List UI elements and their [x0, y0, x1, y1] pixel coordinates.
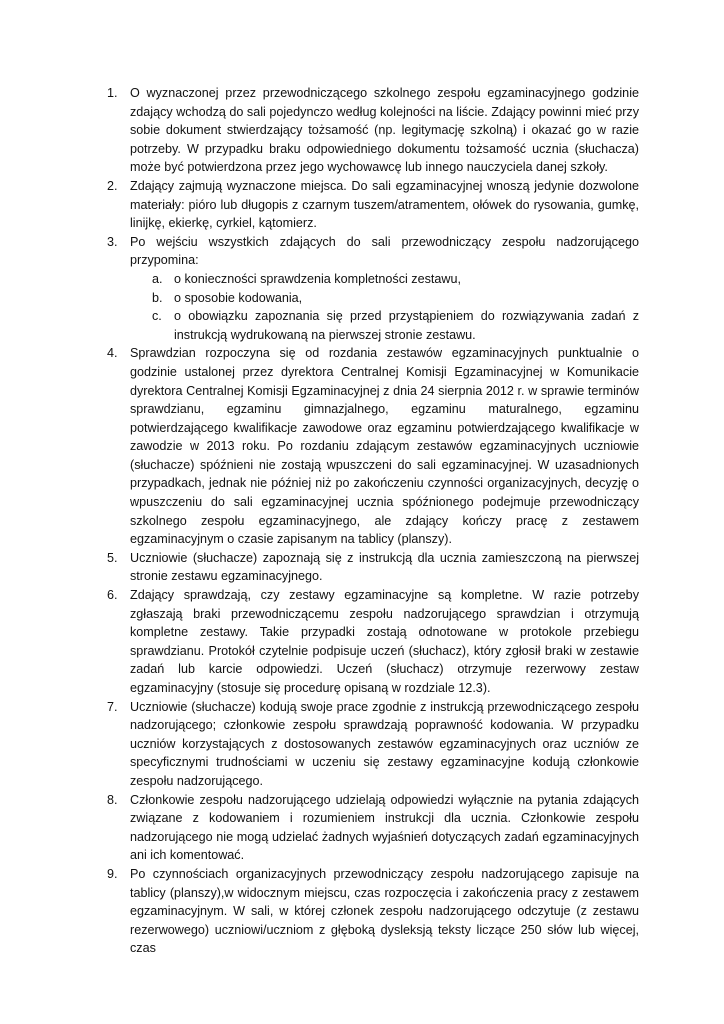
- item-text: Sprawdzian rozpoczyna się od rozdania zestawów egzaminacyjnych punktualnie o godzinie ustalonej przez dyrektora Centralnej Komisji Egzaminacyjnej w Komunikacie dyrektora Centralnej Komisji Egzaminacyjnej z dnia 24 sierpnia 2012 r. w sprawie terminów sprawdzianu, egzaminu gimnazjalnego, egzaminu maturalnego, egzaminu potwierdzającego kwalifikacje zawodowe oraz egzaminu potwierdzającego kwalifikacje w zawodzie w 2013 roku. Po rozdaniu zdającym zestawów egzaminacyjnych uczniowie (słuchacze) spóźnieni nie zostają wpuszczeni do sali egzaminacyjnej. W uzasadnionych przypadkach, jednak nie później niż po zakończeniu czynności organizacyjnych, decyzję o wpuszczeniu do sali egzaminacyjnej ucznia spóźnionego podejmuje przewodniczący szkolnego zespołu egzaminacyjnego, ale zdający kończy pracę z zestawem egzaminacyjnym o czasie zapisanym na tablicy (planszy).: [130, 346, 639, 547]
- item-text: Po wejściu wszystkich zdających do sali przewodniczący zespołu nadzorującego przypomina:: [130, 234, 639, 268]
- item-number: 7.: [107, 699, 118, 714]
- list-item-7: [0, 698, 724, 791]
- item-text: Uczniowie (słuchacze) zapoznają się z instrukcją dla ucznia zamieszczoną na pierwszej stronie zestawu egzaminacyjnego.: [130, 550, 639, 584]
- item-text: Po czynnościach organizacyjnych przewodniczący zespołu nadzorującego zapisuje na tablicy (planszy),w widocznym miejscu, czas rozpoczęcia i zakończenia pracy z zestawem egzaminacyjnym. W sali, w której członek zespołu nadzorującego odczytuje (z zestawu rezerwowego) uczniowi/uczniom z głęboką dysleksją teksty liczące 250 słów lub więcej, czas: [130, 866, 639, 956]
- list-item-9: [0, 865, 724, 958]
- item-text: Członkowie zespołu nadzorującego udzielają odpowiedzi wyłącznie na pytania zdających związane z kodowaniem i rozumieniem instrukcji dla ucznia. Członkowie zespołu nadzorującego nie mogą udzielać żadnych wyjaśnień dotyczących zadań egzaminacyjnych ani ich komentować.: [130, 792, 639, 863]
- sub-item-c: [0, 307, 724, 344]
- item-number: 5.: [107, 550, 118, 565]
- sub-item-b: [0, 289, 724, 308]
- item-number: 8.: [107, 792, 118, 807]
- list-item-2: [0, 177, 724, 233]
- item-number: 2.: [107, 178, 118, 193]
- list-item-6: [0, 586, 724, 698]
- item-text: O wyznaczonej przez przewodniczącego szkolnego zespołu egzaminacyjnego godzinie zdający wchodzą do sali pojedynczo według kolejności na liście. Zdający powinni mieć przy sobie dokument stwierdzający tożsamość (np. legitymację szkolną) i okazać go w razie potrzeby. W przypadku braku odpowiedniego dokumentu tożsamość ucznia (słuchacza) może być potwierdzona przez jego wychowawcę lub innego nauczyciela danej szkoły.: [130, 86, 639, 175]
- sub-item-text: o sposobie kodowania,: [174, 290, 303, 305]
- sub-item-a: [0, 270, 724, 289]
- sub-item-letter: c.: [152, 309, 162, 324]
- item-number: 9.: [107, 866, 118, 881]
- list-item-1: [0, 84, 724, 177]
- item-text: Zdający zajmują wyznaczone miejsca. Do sali egzaminacyjnej wnoszą jedynie dozwolone materiały: pióro lub długopis z czarnym tuszem/atramentem, ołówek do rysowania, gumkę, linijkę, ekierkę, cyrkiel, kątomierz.: [130, 178, 639, 231]
- list-item-3: [0, 233, 724, 345]
- item-text: Zdający sprawdzają, czy zestawy egzaminacyjne są kompletne. W razie potrzeby zgłaszają braki przewodniczącemu zespołu nadzorującego sprawdzian i otrzymują kompletne zestawy. Takie przypadki zostają odnotowane w protokole przebiegu sprawdzianu. Protokół czytelnie podpisuje uczeń (słuchacz), który zgłosił braki w zestawie zadań lub karcie odpowiedzi. Uczeń (słuchacz) otrzymuje rezerwowy zestaw egzaminacyjny (stosuje się procedurę opisaną w rozdziale 12.3).: [130, 588, 639, 695]
- sub-item-letter: a.: [152, 271, 163, 286]
- numbered-list: [0, 84, 724, 958]
- item-number: 6.: [107, 588, 118, 603]
- item-number: 3.: [107, 234, 118, 249]
- item-number: 1.: [107, 86, 118, 100]
- list-item-8: [0, 791, 724, 865]
- item-number: 4.: [107, 346, 118, 361]
- sub-item-text: o konieczności sprawdzenia kompletności zestawu,: [174, 271, 461, 286]
- item-text: Uczniowie (słuchacze) kodują swoje prace zgodnie z instrukcją przewodniczącego zespołu nadzorującego; członkowie zespołu sprawdzają poprawność kodowania. W przypadku uczniów korzystających z dostosowanych zestawów egzaminacyjnych oraz uczniów ze specyficznymi trudnościami w uczeniu się zestawy egzaminacyjne kodują członkowie zespołu nadzorującego.: [130, 699, 639, 788]
- list-item-5: [0, 549, 724, 586]
- sub-item-letter: b.: [152, 290, 163, 305]
- list-item-4: [0, 344, 724, 549]
- sub-item-text: o obowiązku zapoznania się przed przystąpieniem do rozwiązywania zadań z instrukcją wydrukowaną na pierwszej stronie zestawu.: [174, 309, 639, 342]
